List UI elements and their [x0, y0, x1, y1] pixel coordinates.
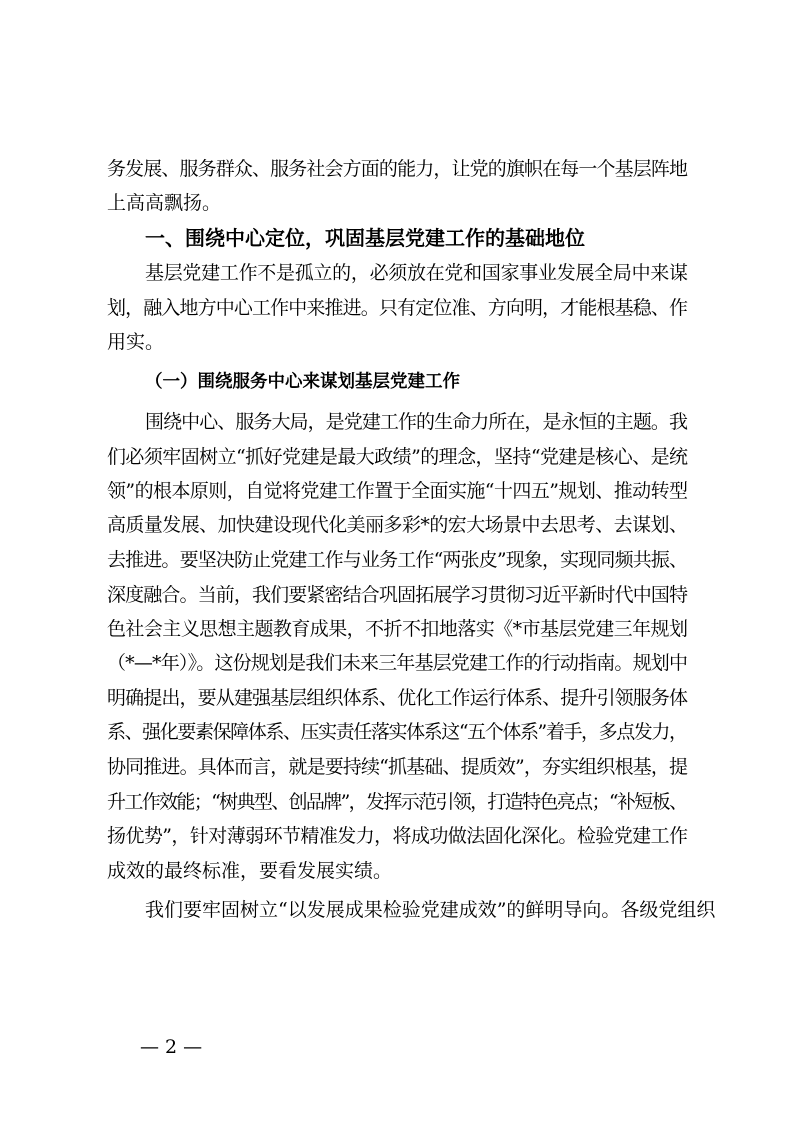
subsection-heading-text: （一）围绕服务中心来谋划基层党建工作	[145, 372, 460, 392]
body-text-line	[0, 291, 793, 325]
body-text-line	[0, 474, 793, 508]
line-text: （*—*年）》。这份规划是我们未来三年基层党建工作的行动指南。规划中	[107, 652, 688, 674]
line-text: 们必须牢固树立“抓好党建是最大政绩”的理念，坚持“党建是核心、是统	[107, 446, 688, 468]
line-text: 我们要牢固树立“以发展成果检验党建成效”的鲜明导向。各级党组织	[145, 899, 716, 921]
section-heading	[0, 221, 793, 255]
body-text-line	[0, 186, 793, 220]
body-text-line	[0, 256, 793, 290]
body-text-line	[0, 854, 793, 888]
line-text: 务发展、服务群众、服务社会方面的能力，让党的旗帜在每一个基层阵地	[107, 158, 688, 180]
body-text-line	[0, 785, 793, 819]
body-text-line	[0, 715, 793, 749]
body-text-line	[0, 440, 793, 474]
line-text: 划，融入地方中心工作中来推进。只有定位准、方向明，才能根基稳、作	[107, 297, 688, 319]
body-text-line	[0, 405, 793, 439]
line-text: 扬优势”，针对薄弱环节精准发力，将成功做法固化深化。检验党建工作	[107, 825, 688, 847]
body-text-line	[0, 508, 793, 542]
section-heading-text: 一、围绕中心定位，巩固基层党建工作的基础地位	[145, 226, 585, 250]
line-text: 明确提出，要从建强基层组织体系、优化工作运行体系、提升引领服务体	[107, 687, 688, 709]
body-text-line	[0, 681, 793, 715]
body-text-line	[0, 646, 793, 680]
body-text-line	[0, 612, 793, 646]
body-text-line	[0, 819, 793, 853]
line-text: 成效的最终标准，要看发展实绩。	[107, 860, 393, 882]
line-text: 领”的根本原则，自觉将党建工作置于全面实施“十四五”规划、推动转型	[107, 480, 688, 502]
body-text-line	[0, 893, 793, 927]
body-text-line	[0, 325, 793, 359]
body-text-line	[0, 750, 793, 784]
line-text: 深度融合。当前，我们要紧密结合巩固拓展学习贯彻习近平新时代中国特	[107, 584, 688, 606]
line-text: 上高高飘扬。	[107, 192, 222, 214]
line-text: 去推进。要坚决防止党建工作与业务工作“两张皮”现象，实现同频共振、	[107, 549, 688, 571]
line-text: 系、强化要素保障体系、压实责任落实体系这“五个体系”着手，多点发力，	[107, 721, 687, 743]
body-text-line	[0, 152, 793, 186]
line-text: 色社会主义思想主题教育成果，不折不扣地落实《*市基层党建三年规划	[107, 618, 688, 640]
body-text-line	[0, 543, 793, 577]
line-text: 用实。	[107, 331, 165, 353]
line-text: 基层党建工作不是孤立的，必须放在党和国家事业发展全局中来谋	[145, 262, 688, 284]
page-number: — 2 —	[140, 1036, 203, 1058]
subsection-heading	[0, 365, 793, 399]
body-text-line	[0, 578, 793, 612]
line-text: 升工作效能；“树典型、创品牌”，发挥示范引领，打造特色亮点；“补短板、	[107, 791, 687, 813]
line-text: 围绕中心、服务大局，是党建工作的生命力所在，是永恒的主题。我	[145, 411, 688, 433]
line-text: 高质量发展、加快建设现代化美丽多彩*的宏大场景中去思考、去谋划、	[107, 514, 688, 536]
line-text: 协同推进。具体而言，就是要持续“抓基础、提质效”，夯实组织根基，提	[107, 756, 688, 778]
